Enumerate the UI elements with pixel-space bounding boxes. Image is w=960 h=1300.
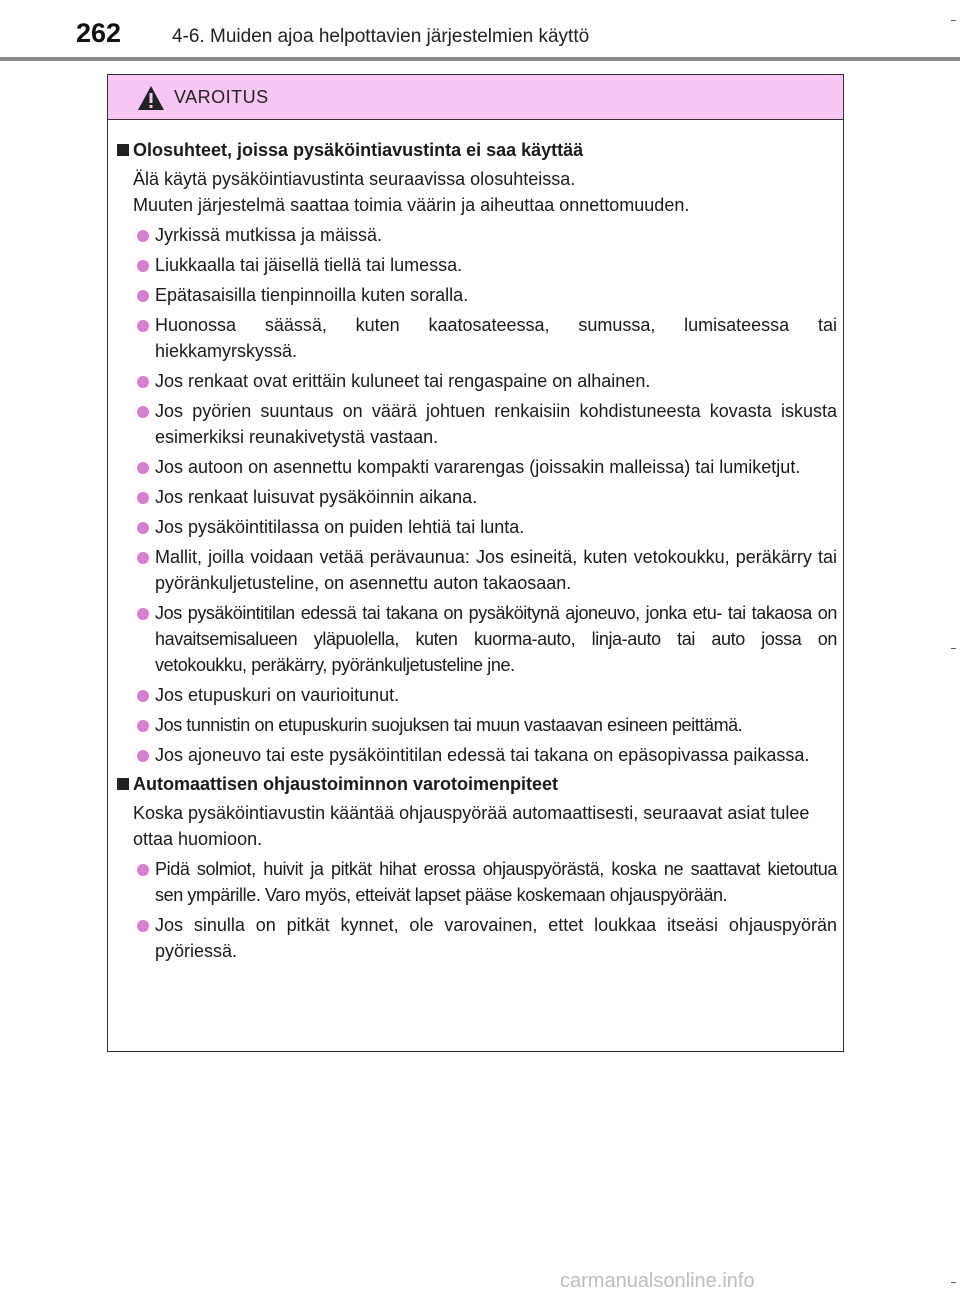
- list-item: [117, 252, 837, 278]
- conditions-list: [117, 222, 837, 768]
- intro-line: Älä käytä pysäköintiavustinta seuraavissa olosuhteissa.: [133, 169, 576, 189]
- list-item: [117, 600, 837, 678]
- list-item: [117, 856, 837, 908]
- warning-body: [108, 120, 843, 964]
- crop-mark: [951, 648, 956, 649]
- crop-mark: [951, 20, 956, 21]
- bullet-dot-icon: [137, 376, 149, 388]
- list-item-text: Jos etupuskuri on vaurioitunut.: [155, 685, 400, 705]
- bullet-dot-icon: [137, 552, 149, 564]
- bullet-dot-icon: [137, 920, 149, 932]
- bullet-dot-icon: [137, 462, 149, 474]
- list-item-text: Pidä solmiot, huivit ja pitkät hihat erossa ohjauspyörästä, koska ne saattavat kietoutua sen ympärille. Varo myös, etteivät lapset pääse koskemaan ohjauspyörään.: [155, 859, 837, 905]
- list-item-text: Jos tunnistin on etupuskurin suojuksen tai muun vastaavan esineen peittämä.: [155, 715, 743, 735]
- list-item: [117, 454, 837, 480]
- bullet-dot-icon: [137, 290, 149, 302]
- list-item: [117, 712, 837, 738]
- list-item-text: Jos pysäköintitilassa on puiden lehtiä tai lunta.: [155, 517, 525, 537]
- bullet-dot-icon: [137, 608, 149, 620]
- warning-triangle-icon: [137, 85, 165, 111]
- list-item: [117, 484, 837, 510]
- watermark-text: carmanualsonline.info: [560, 1270, 755, 1292]
- list-item-text: Huonossa säässä, kuten kaatosateessa, sumussa, lumisateessa tai hiekkamyrskyssä.: [155, 315, 837, 361]
- bullet-dot-icon: [137, 690, 149, 702]
- list-item: [117, 312, 837, 364]
- bullet-dot-icon: [137, 750, 149, 762]
- list-item-text: Jos autoon on asennettu kompakti vararengas (joissakin malleissa) tai lumiketjut.: [155, 457, 801, 477]
- section-heading-text: Olosuhteet, joissa pysäköintiavustinta ei saa käyttää: [133, 140, 584, 160]
- bullet-dot-icon: [137, 864, 149, 876]
- section-intro: [133, 166, 837, 218]
- list-item-text: Jos renkaat ovat erittäin kuluneet tai rengaspaine on alhainen.: [155, 371, 651, 391]
- list-item-text: Mallit, joilla voidaan vetää perävaunua: Jos esineitä, kuten vetokoukku, peräkärry tai pyöränkuljetusteline, on asennettu auton takaosaan.: [155, 547, 837, 593]
- bullet-dot-icon: [137, 720, 149, 732]
- list-item: [117, 742, 837, 768]
- warning-box: [107, 74, 844, 1052]
- bullet-dot-icon: [137, 320, 149, 332]
- page-header: [0, 0, 960, 62]
- warning-header: [108, 75, 843, 120]
- list-item-text: Jos renkaat luisuvat pysäköinnin aikana.: [155, 487, 478, 507]
- list-item: [117, 398, 837, 450]
- list-item-text: Jos pysäköintitilan edessä tai takana on pysäköitynä ajoneuvo, jonka etu- tai takaosa on havaitsemisalueen yläpuolella, kuten kuorma-auto, linja-auto tai auto jossa on vetokoukku, peräkärry, pyöränkuljetusteline jne.: [155, 603, 837, 675]
- bullet-dot-icon: [137, 522, 149, 534]
- crop-mark: [951, 1282, 956, 1283]
- warning-title: VAROITUS: [174, 87, 269, 107]
- list-item-text: Jos ajoneuvo tai este pysäköintitilan edessä tai takana on epäsopivassa paikassa.: [155, 745, 810, 765]
- square-bullet-icon: [117, 778, 129, 790]
- list-item: [117, 514, 837, 540]
- list-item-text: Jos pyörien suuntaus on väärä johtuen renkaisiin kohdistuneesta kovasta iskusta esimerkiksi reunakivetystä vastaan.: [155, 401, 837, 447]
- list-item-text: Epätasaisilla tienpinnoilla kuten soralla.: [155, 285, 469, 305]
- bullet-dot-icon: [137, 260, 149, 272]
- bullet-dot-icon: [137, 230, 149, 242]
- list-item: [117, 544, 837, 596]
- section-heading-text: Automaattisen ohjaustoiminnon varotoimenpiteet: [133, 774, 559, 794]
- section-heading-conditions: [117, 138, 837, 162]
- section-intro: Koska pysäköintiavustin kääntää ohjauspyörää automaattisesti, seuraavat asiat tulee ottaa huomioon.: [133, 803, 810, 849]
- list-item: [117, 682, 837, 708]
- bullet-dot-icon: [137, 406, 149, 418]
- list-item-text: Jyrkissä mutkissa ja mäissä.: [155, 225, 383, 245]
- intro-line: Muuten järjestelmä saattaa toimia väärin ja aiheuttaa onnettomuuden.: [133, 195, 690, 215]
- list-item: [117, 282, 837, 308]
- header-divider: [0, 57, 960, 61]
- list-item-text: Jos sinulla on pitkät kynnet, ole varovainen, ettet loukkaa itseäsi ohjauspyörän pyöriessä.: [155, 915, 837, 961]
- list-item-text: Liukkaalla tai jäisellä tiellä tai lumessa.: [155, 255, 463, 275]
- page-number: 262: [76, 18, 122, 48]
- list-item: [117, 368, 837, 394]
- chapter-title: 4-6. Muiden ajoa helpottavien järjestelmien käyttö: [172, 26, 590, 47]
- steering-list: [117, 856, 837, 964]
- list-item: [117, 222, 837, 248]
- bullet-dot-icon: [137, 492, 149, 504]
- section-heading-steering: [117, 772, 837, 796]
- list-item: [117, 912, 837, 964]
- square-bullet-icon: [117, 144, 129, 156]
